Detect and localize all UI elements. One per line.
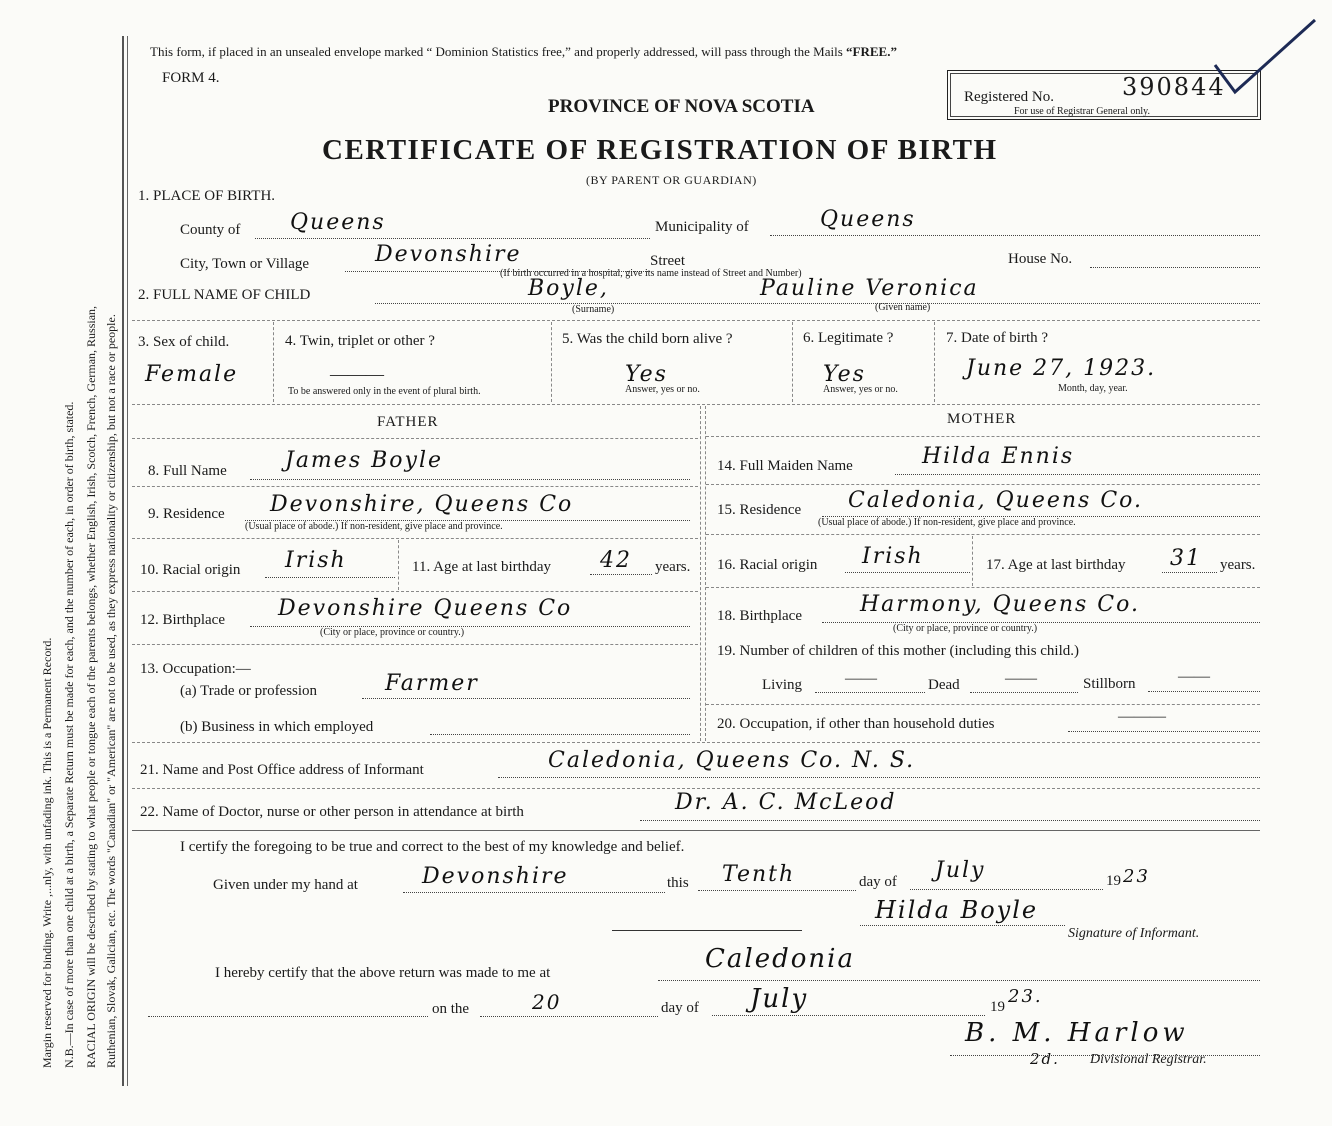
- certify-statement: I certify the foregoing to be true and correct to the best of my knowledge and belief.: [180, 839, 685, 855]
- legitimate-note: Answer, yes or no.: [823, 384, 898, 395]
- alive-label: 5. Was the child born alive ?: [562, 331, 733, 347]
- registrar-year-value: 23.: [1008, 986, 1043, 1007]
- registrar-day-value: 20: [532, 990, 562, 1014]
- divisional-registrar-caption: Divisional Registrar.: [1090, 1052, 1207, 1067]
- margin-note-nb: N.B.—In case of more than one child at a birth, a Separate Return must be made for each, and the number of each, in order of birth, stated.: [62, 401, 76, 1068]
- child-name-label: 2. FULL NAME OF CHILD: [138, 287, 311, 303]
- margin-note-binding: Margin reserved for binding. Write ,...nly, with unfading ink. This is a Permanent Record.: [40, 637, 54, 1068]
- city-value: Devonshire: [375, 242, 522, 267]
- doctor-value: Dr. A. C. McLeod: [675, 790, 897, 815]
- mother-residence-value: Caledonia, Queens Co.: [848, 488, 1144, 513]
- father-age-unit: years.: [655, 559, 691, 575]
- doctor-label: 22. Name of Doctor, nurse or other person in attendance at birth: [140, 804, 524, 820]
- father-trade-value: Farmer: [385, 671, 479, 696]
- dead-label: Dead: [928, 677, 960, 693]
- month-value: July: [935, 858, 986, 883]
- given-caption: (Given name): [875, 302, 931, 313]
- child-given-value: Pauline Veronica: [760, 276, 979, 301]
- place-heading: 1. PLACE OF BIRTH.: [138, 188, 276, 204]
- father-race-value: Irish: [285, 548, 347, 573]
- twin-value: ———: [330, 364, 384, 384]
- living-value: ——: [845, 670, 877, 687]
- stillborn-label: Stillborn: [1083, 676, 1136, 692]
- mother-age-label: 17. Age at last birthday: [986, 557, 1126, 573]
- registrar-note: For use of Registrar General only.: [1014, 106, 1150, 117]
- father-name-label: 8. Full Name: [148, 463, 227, 479]
- registrar-day-of-label: day of: [661, 1000, 699, 1016]
- certificate-subtitle: (BY PARENT OR GUARDIAN): [586, 173, 757, 187]
- day-value: Tenth: [722, 862, 796, 887]
- father-age-value: 42: [600, 548, 632, 573]
- city-label: City, Town or Village: [180, 256, 310, 272]
- mother-heading: MOTHER: [947, 411, 1017, 427]
- county-value: Queens: [290, 210, 386, 235]
- county-label: County of: [180, 222, 241, 238]
- mother-birthplace-value: Harmony, Queens Co.: [860, 592, 1140, 617]
- dob-note: Month, day, year.: [1058, 383, 1128, 394]
- registered-label: Registered No.: [964, 89, 1054, 105]
- twin-label: 4. Twin, triplet or other ?: [285, 333, 435, 349]
- surname-caption: (Surname): [572, 304, 615, 315]
- father-trade-label: (a) Trade or profession: [180, 683, 318, 699]
- postal-note: This form, if placed in an unsealed envelope marked “ Dominion Statistics free,” and properly addressed, will pass through the Mails “FREE.”: [150, 44, 897, 59]
- father-birthplace-note: (City or place, province or country.): [320, 627, 465, 638]
- this-label: this: [667, 875, 689, 891]
- registrar-year-prefix: 19: [990, 999, 1005, 1015]
- father-business-label: (b) Business in which employed: [180, 719, 374, 735]
- registrar-month-value: July: [750, 984, 809, 1014]
- year-prefix: 19: [1106, 873, 1121, 889]
- informant-value: Caledonia, Queens Co. N. S.: [548, 748, 916, 773]
- municipality-label: Municipality of: [655, 219, 749, 235]
- registrar-statement: I hereby certify that the above return was made to me at: [215, 965, 551, 981]
- father-occupation-label: 13. Occupation:—: [140, 661, 251, 677]
- margin-rule-inner: [127, 36, 128, 1086]
- informant-signature: Hilda Boyle: [875, 896, 1039, 924]
- children-count-label: 19. Number of children of this mother (including this child.): [717, 643, 1080, 659]
- given-place-value: Devonshire: [422, 864, 569, 889]
- mother-name-label: 14. Full Maiden Name: [717, 458, 853, 474]
- margin-note-racial: RACIAL ORIGIN will be described by stating to what people or tongue each of the parents belongs, whether English, Irish, Scotch, French, German, Russian,: [84, 305, 98, 1068]
- father-residence-note: (Usual place of abode.) If non-resident, give place and province.: [245, 521, 503, 532]
- hospital-note: (If birth occurred in a hospital, give its name instead of Street and Number): [500, 268, 802, 279]
- father-name-value: James Boyle: [285, 448, 443, 473]
- street-label: Street: [650, 253, 685, 269]
- certificate-title: CERTIFICATE OF REGISTRATION OF BIRTH: [322, 134, 998, 166]
- living-label: Living: [762, 677, 802, 693]
- twin-note: To be answered only in the event of plural birth.: [288, 386, 481, 397]
- mother-residence-label: 15. Residence: [717, 502, 802, 518]
- registrar-signature: B. M. Harlow: [965, 1018, 1189, 1048]
- signature-caption: Signature of Informant.: [1068, 926, 1200, 941]
- mother-race-label: 16. Racial origin: [717, 557, 818, 573]
- mother-name-value: Hilda Ennis: [922, 444, 1075, 469]
- dead-value: ——: [1005, 670, 1037, 687]
- registered-value: 390844: [1122, 73, 1226, 101]
- year-value: 23: [1123, 866, 1150, 887]
- mother-occupation-label: 20. Occupation, if other than household duties: [717, 716, 995, 732]
- registrar-district: 2d.: [1030, 1050, 1060, 1068]
- registrar-on-the-label: on the: [432, 1001, 470, 1017]
- check-mark-icon: [1205, 10, 1325, 100]
- father-race-label: 10. Racial origin: [140, 562, 241, 578]
- form-number: FORM 4.: [162, 70, 220, 86]
- dob-label: 7. Date of birth ?: [946, 330, 1049, 346]
- mother-occupation-value: ———: [1118, 708, 1166, 725]
- stillborn-value: ——: [1178, 668, 1210, 685]
- municipality-value: Queens: [820, 207, 916, 232]
- margin-note-racial-cont: Ruthenian, Slovak, Galician, etc. The words "Canadian" or "American" are not to be used, as they express nationality or citizenship, but not a race or people.: [104, 314, 118, 1068]
- province-heading: PROVINCE OF NOVA SCOTIA: [548, 96, 815, 117]
- dob-value: June 27, 1923.: [966, 356, 1157, 381]
- margin-rule: [122, 36, 124, 1086]
- sex-value: Female: [145, 362, 239, 387]
- mother-race-value: Irish: [862, 544, 924, 569]
- given-under-label: Given under my hand at: [213, 877, 358, 893]
- alive-note: Answer, yes or no.: [625, 384, 700, 395]
- father-residence-value: Devonshire, Queens Co: [270, 492, 574, 517]
- mother-age-unit: years.: [1220, 557, 1256, 573]
- house-no-label: House No.: [1008, 251, 1073, 267]
- father-age-label: 11. Age at last birthday: [412, 559, 551, 575]
- alive-value: Yes: [625, 362, 668, 387]
- sex-label: 3. Sex of child.: [138, 334, 230, 350]
- mother-age-value: 31: [1170, 546, 1202, 571]
- father-birthplace-label: 12. Birthplace: [140, 612, 225, 628]
- father-residence-label: 9. Residence: [148, 506, 225, 522]
- father-heading: FATHER: [377, 414, 439, 430]
- informant-label: 21. Name and Post Office address of Informant: [140, 762, 424, 778]
- legitimate-label: 6. Legitimate ?: [803, 330, 894, 346]
- child-surname-value: Boyle,: [528, 276, 609, 301]
- father-birthplace-value: Devonshire Queens Co: [278, 596, 573, 621]
- mother-residence-note: (Usual place of abode.) If non-resident, give place and province.: [818, 517, 1076, 528]
- mother-birthplace-note: (City or place, province or country.): [893, 623, 1038, 634]
- mother-birthplace-label: 18. Birthplace: [717, 608, 802, 624]
- registrar-place-value: Caledonia: [705, 944, 855, 974]
- day-of-label: day of: [859, 874, 897, 890]
- legitimate-value: Yes: [823, 362, 866, 387]
